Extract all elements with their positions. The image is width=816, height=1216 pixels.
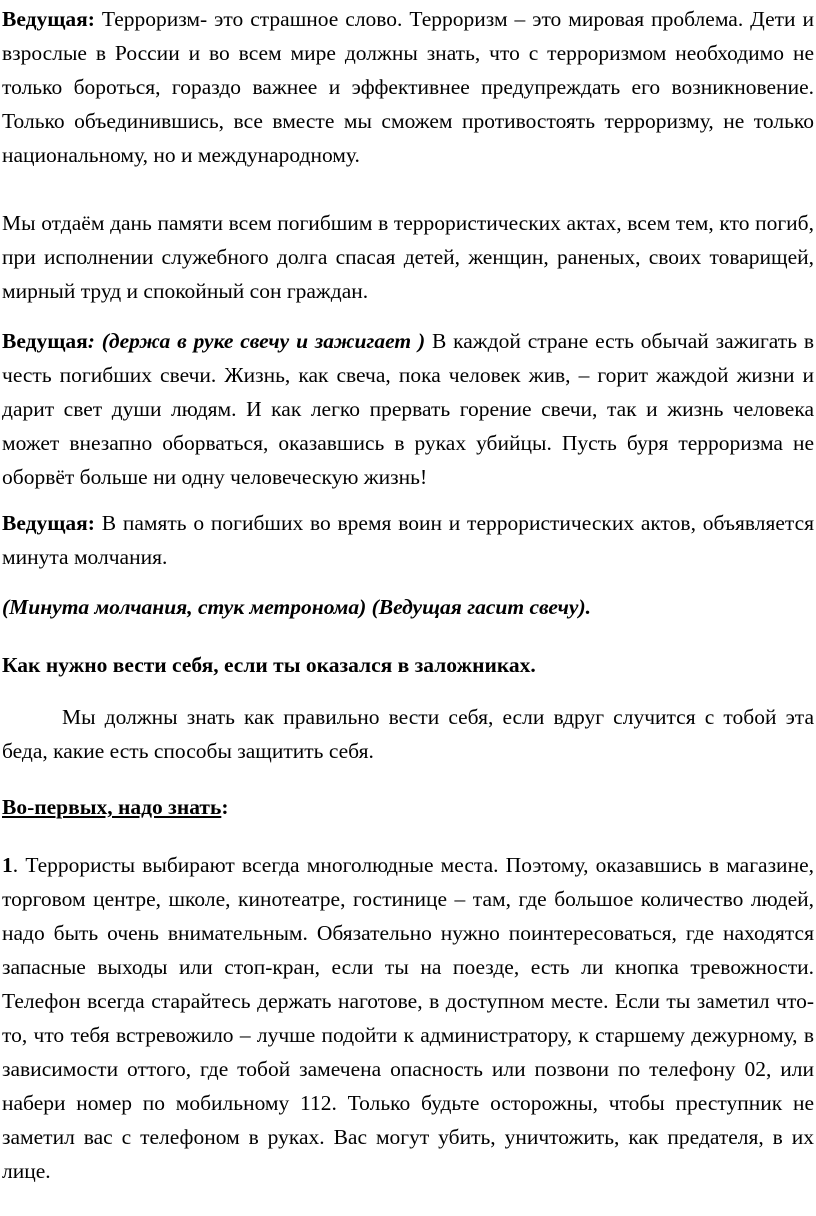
paragraph-minute-silence [2,506,814,574]
paragraph-text: Мы отдаём дань памяти всем погибшим в террористических актах, всем тем, кто погиб, при исполнении служебного долга спасая детей, женщин, раненых, своих товарищей, мирный труд и спокойный сон граждан. [2,211,814,303]
speaker-label: Ведущая: [2,7,95,31]
speaker-label: Ведущая [2,329,88,353]
subheading-text: Во-первых, надо знать [2,795,222,819]
list-number: 1 [2,853,13,877]
stage-direction-text: (Минута молчания, стук метронома) (Ведущая гасит свечу). [2,595,591,619]
paragraph-how-to-behave [2,700,814,768]
paragraph-text: . Террористы выбирают всегда многолюдные места. Поэтому, оказавшись в магазине, торговом центре, школе, кинотеатре, гостинице – там, где большое количество людей, надо быть очень внимательным. Обязательно нужно поинтересоваться, где находятся запасные выходы или стоп-кран, если ты на поезде, есть ли кнопка тревожности. Телефон всегда старайтесь держать наготове, в доступном месте. Если ты заметил что-то, что тебя встревожило – лучше подойти к администратору, к старшему дежурному, в зависимости оттого, где тобой замечена опасность или позвони по телефону 02, или набери номер по мобильному 112. Только будьте осторожны, чтобы преступник не заметил вас с телефоном в руках. Вас могут убить, уничтожить, как предателя, в их лице. [2,853,814,1183]
speaker-label: Ведущая: [2,511,95,535]
section-heading [2,648,814,682]
paragraph-text: В каждой стране есть обычай зажигать в честь погибших свечи. Жизнь, как свеча, пока человек жив, – горит жаждой жизни и дарит свет души людям. И как легко прервать горение свечи, так и жизнь человека может внезапно оборваться, оказавшись в руках убийцы. Пусть буря терроризма не оборвёт больше ни одну человеческую жизнь! [2,329,814,489]
paragraph-text: Мы должны знать как правильно вести себя, если вдруг случится с тобой эта беда, какие есть способы защитить себя. [2,705,814,763]
paragraph-text: Терроризм- это страшное слово. Терроризм – это мировая проблема. Дети и взрослые в России и во всем мире должны знать, что с терроризмом необходимо не только бороться, гораздо важнее и эффективнее предупреждать его возникновение. Только объединившись, все вместе мы сможем противостоять терроризму, не только национальному, но и международному. [2,7,814,167]
paragraph-point-1 [2,848,814,1188]
subheading-first [2,790,814,824]
stage-direction-paragraph [2,590,814,624]
paragraph-text: В память о погибших во время воин и террористических актов, объявляется минута молчания. [2,511,814,569]
paragraph-memory [2,206,814,308]
stage-direction: : (держа в руке свечу и зажигает ) [87,329,426,353]
paragraph-intro [2,2,814,172]
paragraph-candle [2,324,814,494]
heading-text: Как нужно вести себя, если ты оказался в заложниках. [2,653,536,677]
subheading-suffix: : [221,795,229,819]
